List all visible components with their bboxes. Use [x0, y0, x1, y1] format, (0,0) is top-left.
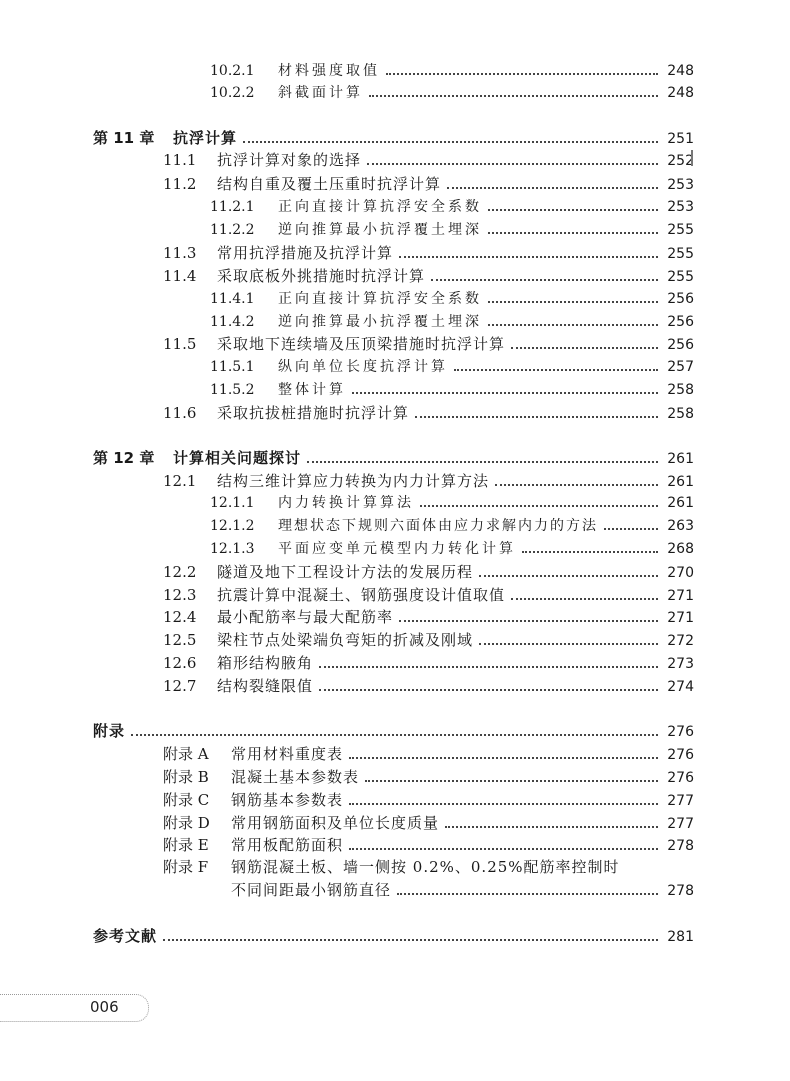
- page-number: 258: [667, 382, 694, 398]
- page-number: 253: [667, 199, 694, 215]
- section-number: 12.2: [163, 563, 197, 581]
- section-title: 理想状态下规则六面体由应力求解内力的方法: [278, 518, 598, 534]
- section-title: 结构三维计算应力转换为内力计算方法: [217, 472, 490, 490]
- section-number: 12.1: [163, 472, 197, 490]
- chapter-heading[interactable]: [93, 128, 694, 149]
- toc-line[interactable]: [210, 516, 694, 536]
- section-title: 纵向单位长度抗浮计算: [278, 359, 448, 375]
- toc-line[interactable]: [163, 266, 694, 287]
- section-number: 11.2.1: [210, 199, 255, 215]
- section-number: 12.1.1: [210, 495, 255, 511]
- section-title: 平面应变单元模型内力转化计算: [278, 541, 516, 557]
- page-number: 252: [667, 153, 694, 169]
- leader-dots: [386, 73, 658, 75]
- leader-dots: [488, 232, 658, 234]
- section-number: 12.5: [163, 631, 197, 649]
- page-number: 276: [667, 724, 694, 740]
- section-number: 12.1.2: [210, 518, 255, 534]
- section-title: 常用板配筋面积: [231, 836, 344, 854]
- toc-line[interactable]: [163, 653, 694, 674]
- toc-line[interactable]: [210, 61, 694, 81]
- section-title: 采取地下连续墙及压顶梁措施时抗浮计算: [217, 335, 506, 353]
- section-title: 结构裂缝限值: [217, 677, 314, 695]
- leader-dots: [415, 416, 658, 418]
- toc-line[interactable]: [210, 357, 694, 377]
- toc-line[interactable]: [210, 380, 694, 400]
- leader-dots: [511, 598, 658, 600]
- page-number: 276: [667, 770, 694, 786]
- page-number: 272: [667, 633, 694, 649]
- page-number: 251: [667, 131, 694, 147]
- toc-line-continuation[interactable]: [231, 880, 694, 901]
- toc-line[interactable]: [163, 835, 694, 856]
- section-title: 逆向推算最小抗浮覆土埋深: [278, 222, 482, 238]
- page-number: 278: [667, 838, 694, 854]
- leader-dots: [352, 392, 658, 394]
- appendix-number: 附录 A: [163, 745, 209, 763]
- chapter-title: 抗浮计算: [173, 129, 238, 147]
- section-number: 10.2.1: [210, 63, 255, 79]
- leader-dots: [307, 461, 658, 463]
- page-number: 268: [667, 541, 694, 557]
- section-title: 斜截面计算: [278, 85, 363, 101]
- section-title: 混凝土基本参数表: [231, 768, 360, 786]
- leader-dots: [369, 95, 658, 97]
- section-title: 正向直接计算抗浮安全系数: [278, 291, 482, 307]
- section-number: 12.1.3: [210, 541, 255, 557]
- toc-line[interactable]: [210, 197, 694, 217]
- chapter-number: 第 12 章: [93, 449, 155, 467]
- leader-dots: [479, 643, 658, 645]
- section-number: 11.5.1: [210, 359, 255, 375]
- section-number: 12.4: [163, 608, 197, 626]
- section-number: 11.4.2: [210, 314, 255, 330]
- toc-line[interactable]: [163, 813, 694, 834]
- page-number: 271: [667, 588, 694, 604]
- leader-dots: [367, 163, 658, 165]
- toc-line[interactable]: [210, 312, 694, 332]
- page-number: 281: [667, 929, 694, 945]
- section-number: 11.3: [163, 244, 197, 262]
- toc-line[interactable]: [163, 562, 694, 583]
- toc-line[interactable]: [163, 403, 694, 424]
- leader-dots: [604, 528, 658, 530]
- leader-dots: [243, 141, 658, 143]
- section-title: 梁柱节点处梁端负弯矩的折减及刚域: [217, 631, 474, 649]
- appendix-number: 附录 C: [163, 791, 210, 809]
- toc-line[interactable]: [210, 83, 694, 103]
- leader-dots: [454, 369, 658, 371]
- toc-line[interactable]: [163, 744, 694, 765]
- page-number: 274: [667, 679, 694, 695]
- page-number: 256: [667, 314, 694, 330]
- section-title: 常用材料重度表: [231, 745, 344, 763]
- section-number: 12.7: [163, 677, 197, 695]
- leader-dots: [511, 347, 658, 349]
- references-title: 参考文献: [93, 927, 158, 945]
- scan-mark: [688, 150, 693, 166]
- page-number: 270: [667, 565, 694, 581]
- section-title: 常用抗浮措施及抗浮计算: [217, 244, 394, 262]
- page-number: 261: [667, 495, 694, 511]
- leader-dots: [488, 209, 658, 211]
- leader-dots: [319, 666, 658, 668]
- page-number: 277: [667, 793, 694, 809]
- toc-line[interactable]: [163, 150, 694, 171]
- page-number: 255: [667, 269, 694, 285]
- toc-line[interactable]: [163, 334, 694, 355]
- references-heading[interactable]: [93, 926, 694, 947]
- section-title: 钢筋混凝土板、墙一侧按 0.2%、0.25%配筋率控制时: [231, 858, 620, 876]
- page-number: 278: [667, 883, 694, 899]
- toc-line[interactable]: [210, 289, 694, 309]
- appendix-heading[interactable]: [93, 721, 694, 742]
- section-number: 12.3: [163, 586, 197, 604]
- chapter-heading[interactable]: [93, 448, 694, 469]
- toc-line[interactable]: [163, 767, 694, 788]
- section-title: 整体计算: [278, 382, 346, 398]
- section-title: 采取底板外挑措施时抗浮计算: [217, 267, 426, 285]
- chapter-number: 第 11 章: [93, 129, 155, 147]
- leader-dots: [319, 689, 658, 691]
- section-number: 11.1: [163, 151, 197, 169]
- leader-dots: [445, 826, 658, 828]
- appendix-number: 附录 E: [163, 836, 209, 854]
- leader-dots: [397, 893, 658, 895]
- section-title: 常用钢筋面积及单位长度质量: [231, 814, 440, 832]
- leader-dots: [163, 939, 658, 941]
- leader-dots: [365, 780, 658, 782]
- section-title: 钢筋基本参数表: [231, 791, 344, 809]
- toc-line[interactable]: [163, 676, 694, 697]
- section-title: 结构自重及覆土压重时抗浮计算: [217, 175, 442, 193]
- leader-dots: [488, 324, 658, 326]
- section-title: 最小配筋率与最大配筋率: [217, 608, 394, 626]
- appendix-number: 附录 D: [163, 814, 210, 832]
- page-number: 271: [667, 610, 694, 626]
- section-number: 11.2: [163, 175, 197, 193]
- page-number: 258: [667, 406, 694, 422]
- leader-dots: [399, 256, 658, 258]
- appendix-title: 附录: [93, 722, 126, 740]
- toc-line[interactable]: [210, 539, 694, 559]
- leader-dots: [349, 757, 658, 759]
- page-number: 263: [667, 518, 694, 534]
- toc-line[interactable]: [163, 607, 694, 628]
- appendix-number: 附录 B: [163, 768, 209, 786]
- page-number: 255: [667, 246, 694, 262]
- section-number: 11.5: [163, 335, 197, 353]
- section-title: 隧道及地下工程设计方法的发展历程: [217, 563, 474, 581]
- page-number: 256: [667, 291, 694, 307]
- section-title: 正向直接计算抗浮安全系数: [278, 199, 482, 215]
- section-number: 11.6: [163, 404, 197, 422]
- page-number: 255: [667, 222, 694, 238]
- appendix-number: 附录 F: [163, 858, 209, 876]
- leader-dots: [349, 848, 658, 850]
- section-title: 抗浮计算对象的选择: [217, 151, 362, 169]
- leader-dots: [479, 575, 658, 577]
- section-title: 采取抗拔桩措施时抗浮计算: [217, 404, 410, 422]
- leader-dots: [447, 187, 658, 189]
- section-title: 内力转换计算算法: [278, 495, 414, 511]
- leader-dots: [399, 620, 658, 622]
- toc-line[interactable]: [163, 585, 694, 606]
- section-title-continued: 不同间距最小钢筋直径: [231, 881, 392, 899]
- toc-line[interactable]: [163, 243, 694, 264]
- section-number: 12.6: [163, 654, 197, 672]
- leader-dots: [420, 505, 658, 507]
- section-title: 抗震计算中混凝土、钢筋强度设计值取值: [217, 586, 506, 604]
- page-number: 261: [667, 474, 694, 490]
- toc-line[interactable]: [163, 630, 694, 651]
- toc-line[interactable]: [163, 790, 694, 811]
- page-number: 276: [667, 747, 694, 763]
- leader-dots: [131, 734, 658, 736]
- page-number-tab: [0, 994, 149, 1022]
- leader-dots: [488, 301, 658, 303]
- section-number: 10.2.2: [210, 85, 255, 101]
- section-title: 逆向推算最小抗浮覆土埋深: [278, 314, 482, 330]
- page-number: 273: [667, 656, 694, 672]
- section-number: 11.2.2: [210, 222, 255, 238]
- section-number: 11.4.1: [210, 291, 255, 307]
- chapter-title: 计算相关问题探讨: [173, 449, 302, 467]
- leader-dots: [495, 484, 658, 486]
- toc-line-wrapped[interactable]: [163, 857, 694, 877]
- toc-line[interactable]: [210, 220, 694, 240]
- page-number: 256: [667, 337, 694, 353]
- page-number: 248: [667, 85, 694, 101]
- leader-dots: [431, 279, 658, 281]
- section-number: 11.4: [163, 267, 197, 285]
- toc-line[interactable]: [163, 471, 694, 492]
- page-number: 261: [667, 451, 694, 467]
- page-number: 248: [667, 63, 694, 79]
- page-number: 277: [667, 816, 694, 832]
- page-number: 257: [667, 359, 694, 375]
- folio-page-number: 006: [90, 998, 119, 1016]
- section-title: 材料强度取值: [278, 63, 380, 79]
- section-title: 箱形结构腋角: [217, 654, 314, 672]
- leader-dots: [349, 803, 658, 805]
- leader-dots: [522, 551, 658, 553]
- page-number: 253: [667, 177, 694, 193]
- section-number: 11.5.2: [210, 382, 255, 398]
- toc-line[interactable]: [210, 493, 694, 513]
- toc-line[interactable]: [163, 174, 694, 195]
